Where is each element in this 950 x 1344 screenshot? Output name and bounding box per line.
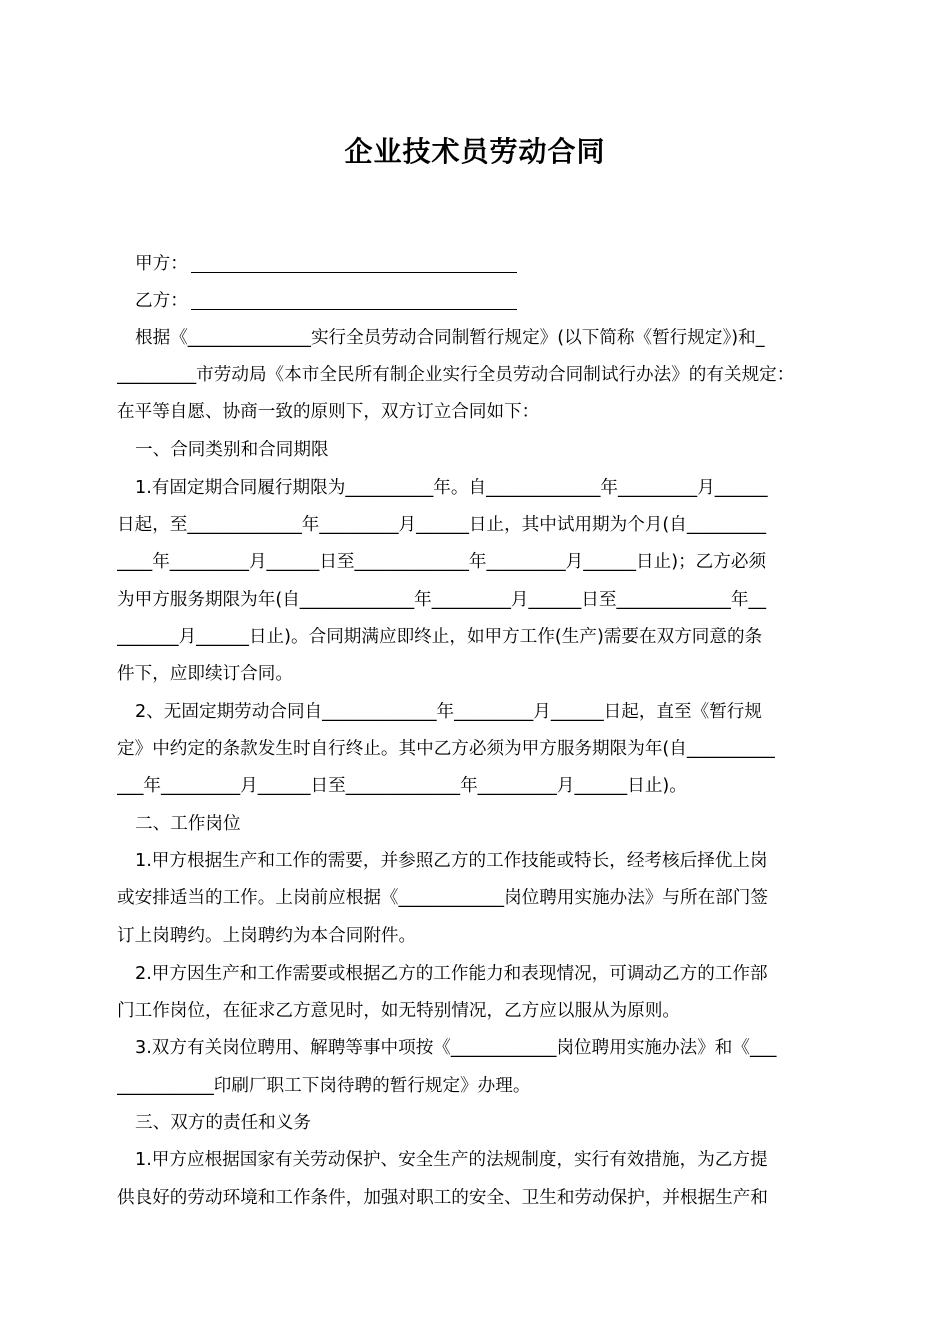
paragraph-line: 门工作岗位，在征求乙方意见时，如无特别情况，乙方应以服从为原则。 — [117, 1001, 681, 1021]
paragraph-line: 在平等自愿、协商一致的原则下，双方订立合同如下： — [117, 402, 540, 422]
paragraph-line: 1.甲方根据生产和工作的需要，并参照乙方的工作技能或特长，经考核后择优上岗 — [135, 851, 768, 871]
paragraph-line: 为甲方服务期限为年(自_____________年_________月______日至_____________年__ — [117, 590, 767, 610]
paragraph-line: 定》中约定的条款发生时自行终止。其中乙方必须为甲方服务期限为年(自__________ — [117, 739, 775, 759]
paragraph-line: 或安排适当的工作。上岗前应根据《____________岗位聘用实施办法》与所在部门签 — [117, 888, 768, 908]
paragraph-line: _______月______日止)。合同期满应即终止，如甲方工作(生产)需要在双方同意的条 — [117, 627, 763, 647]
section-heading: 三、双方的责任和义务 — [135, 1113, 311, 1133]
paragraph-line: 2.甲方因生产和工作需要或根据乙方的工作能力和表现情况，可调动乙方的工作部 — [135, 964, 768, 984]
paragraph-line: 根据《______________实行全员劳动合同制暂行规定》(以下简称《暂行规定》)和_ — [135, 328, 765, 348]
paragraph-line: 供良好的劳动环境和工作条件，加强对职工的安全、卫生和劳动保护，并根据生产和 — [117, 1188, 768, 1208]
paragraph-line: ___________印刷厂职工下岗待聘的暂行规定》办理。 — [117, 1076, 531, 1096]
paragraph-line: 件下，应即续订合同。 — [117, 664, 293, 684]
paragraph-line: 订上岗聘约。上岗聘约为本合同附件。 — [117, 926, 417, 946]
paragraph-line: 3.双方有关岗位聘用、解聘等事中项按《____________岗位聘用实施办法》和《___ — [135, 1038, 777, 1058]
paragraph-line: _________市劳动局《本市全民所有制企业实行全员劳动合同制试行办法》的有关规定： — [117, 365, 795, 385]
section-heading: 一、合同类别和合同期限 — [135, 440, 329, 460]
paragraph-line: ____年_________月______日至_____________年_________月______日止)；乙方必须 — [117, 552, 767, 572]
party-b-signature-line — [191, 309, 517, 310]
document-title: 企业技术员劳动合同 — [344, 135, 606, 168]
section-heading: 二、工作岗位 — [135, 814, 241, 834]
party-a-line: 甲方： — [135, 254, 188, 274]
party-a-signature-line — [191, 272, 517, 273]
paragraph-line: 日起，至_____________年_________月______日止，其中试用期为个月(自_________ — [117, 515, 767, 535]
party-b-line: 乙方： — [135, 291, 188, 311]
paragraph-line: 1.有固定期合同履行期限为__________年。自_____________年_________月______ — [135, 478, 768, 498]
paragraph-line: 2、无固定期劳动合同自_____________年_________月______日起，直至《暂行规 — [135, 702, 762, 722]
paragraph-line: ___年_________月______日至_____________年_________月______日止)。 — [117, 776, 687, 796]
paragraph-line: 1.甲方应根据国家有关劳动保护、安全生产的法规制度，实行有效措施，为乙方提 — [135, 1150, 768, 1170]
